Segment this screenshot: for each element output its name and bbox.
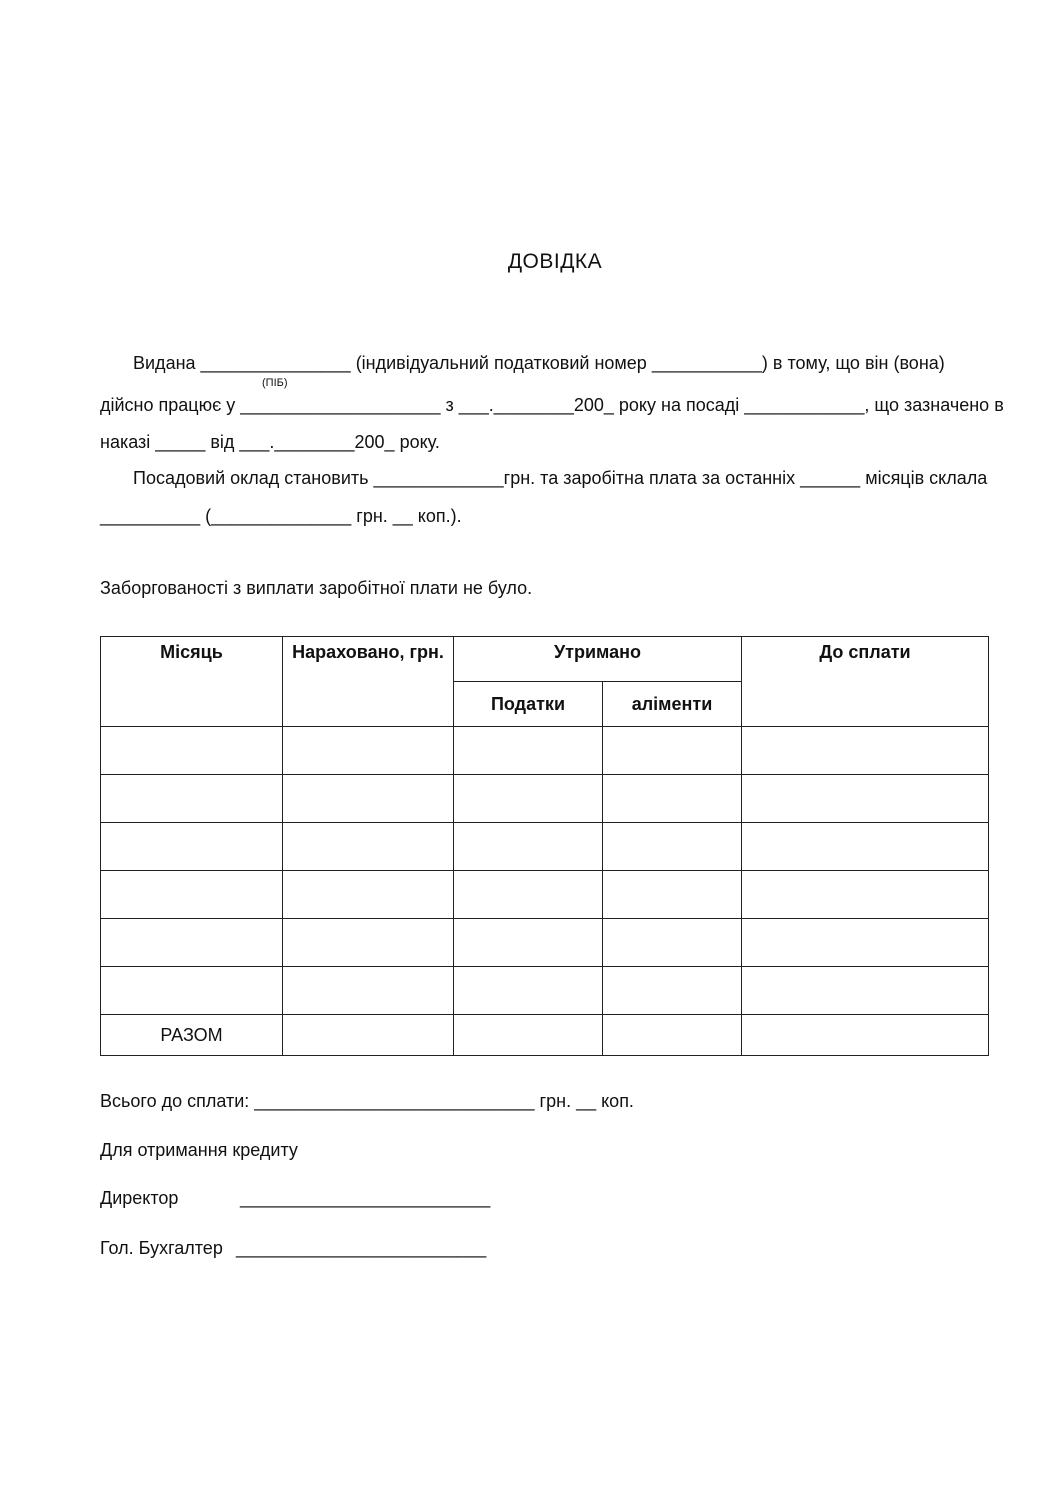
director-label: Директор — [100, 1188, 179, 1208]
total-label: РАЗОМ — [101, 1015, 283, 1056]
director-signature-line: _________________________ — [240, 1188, 491, 1208]
table-row — [101, 727, 989, 775]
purpose-line: Для отримання кредиту — [100, 1140, 298, 1160]
header-to-pay: До сплати — [742, 637, 989, 727]
header-month: Місяць — [101, 637, 283, 727]
table-row — [101, 775, 989, 823]
employment-line: дійсно працює у ____________________ з ___.________200_ року на посаді ____________, що зазначено в — [100, 395, 1004, 415]
pib-note: (ПІБ) — [262, 377, 288, 389]
total-row — [101, 1015, 989, 1056]
accountant-signature-line: _________________________ — [236, 1238, 487, 1258]
table-row — [101, 967, 989, 1015]
header-withheld: Утримано — [454, 637, 742, 682]
salary-amount-line: __________ (______________ грн. __ коп.). — [100, 506, 462, 526]
header-accrued: Нараховано, грн. — [283, 637, 454, 727]
salary-line: Посадовий оклад становить _____________грн. та заробітна плата за останніх ______ місяців склала — [133, 468, 988, 488]
accountant-label: Гол. Бухгалтер — [100, 1238, 223, 1258]
document-title: ДОВІДКА — [507, 250, 603, 273]
table-row — [101, 871, 989, 919]
header-taxes: Податки — [454, 682, 603, 727]
issued-to-line: Видана _______________ (індивідуальний податковий номер ___________) в тому, що він (вона) — [133, 353, 945, 373]
no-debt-statement: Заборгованості з виплати заробітної плати не було. — [100, 578, 533, 598]
salary-table — [100, 636, 989, 1056]
table-row — [101, 823, 989, 871]
order-line: наказі _____ від ___.________200_ року. — [100, 432, 440, 452]
header-alimony: аліменти — [603, 682, 742, 727]
total-due-line: Всього до сплати: ____________________________ грн. __ коп. — [100, 1091, 634, 1111]
table-row — [101, 919, 989, 967]
